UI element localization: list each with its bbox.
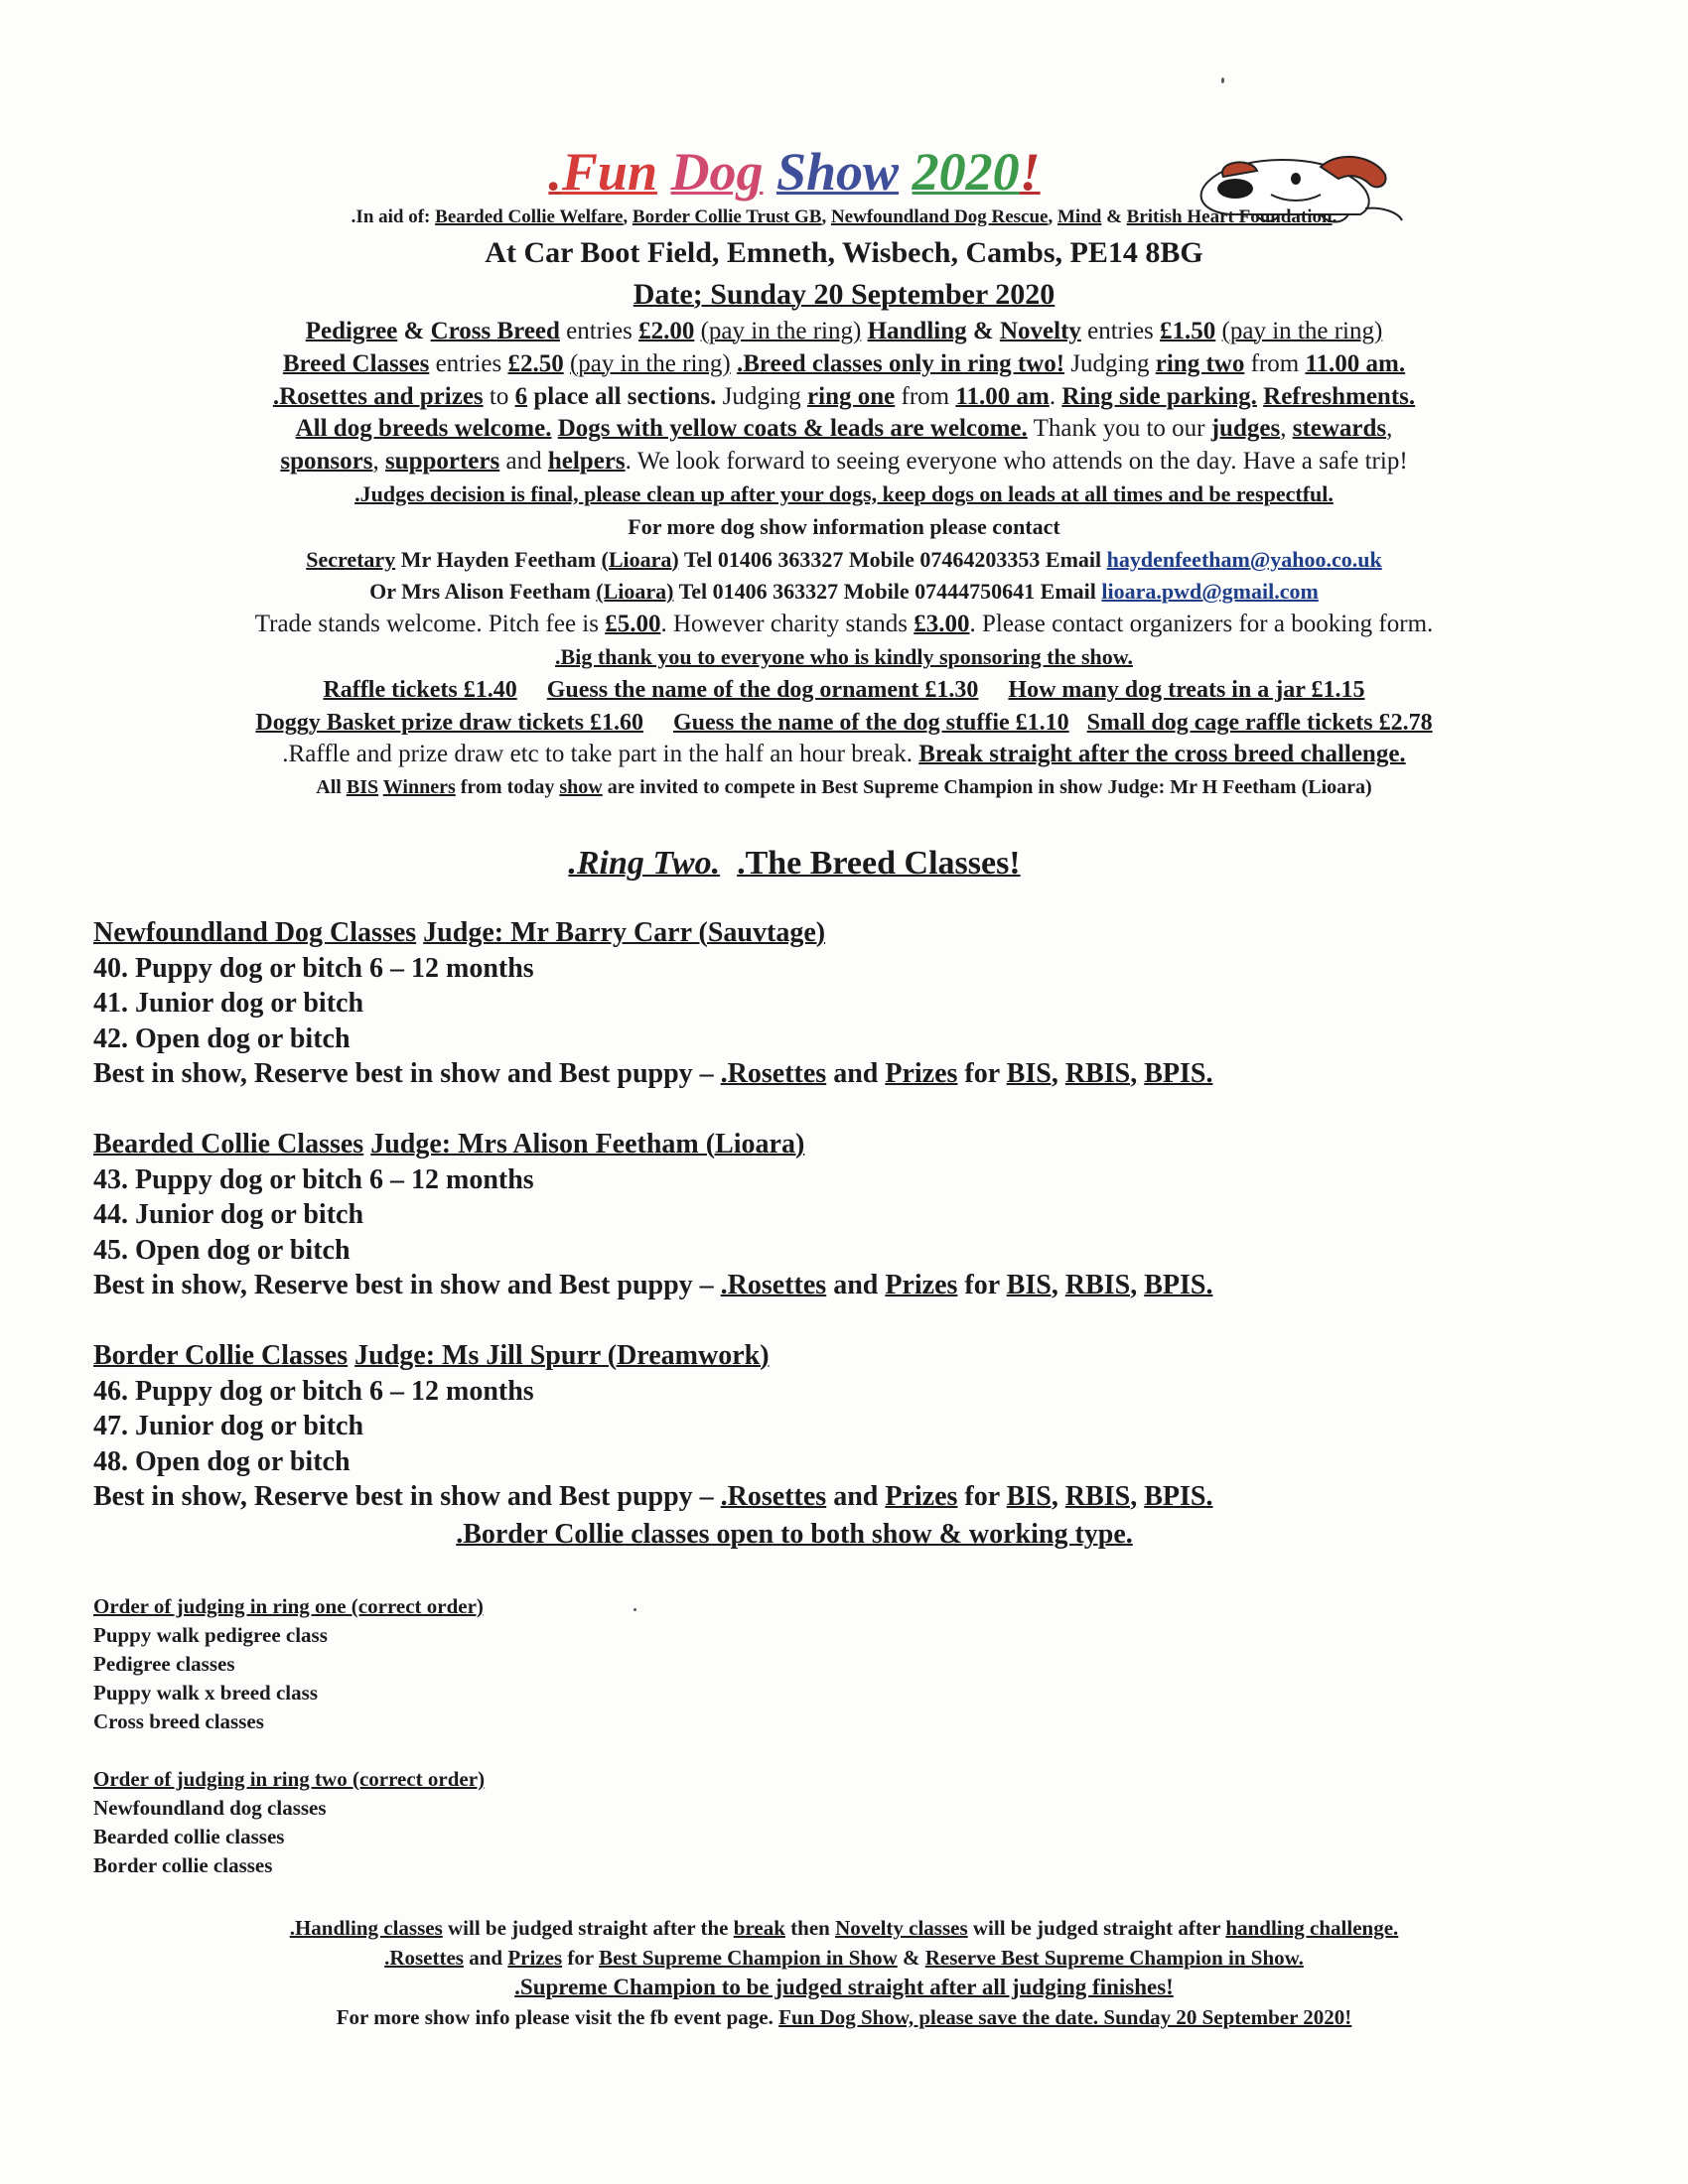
entries-word: entries [435,349,502,377]
break-text: .Raffle and prize draw etc to take part in the half an hour break. [282,741,913,768]
raffle-item: Doggy Basket prize draw tickets £1.60 [255,709,644,736]
rosettes-prizes: .Rosettes and prizes [272,382,484,410]
breed-classes-label: Breed Classes [282,349,430,377]
secretary-label: Secretary [306,546,396,572]
judging-word: Judging [1070,349,1150,377]
in-aid-line: .In aid of: Bearded Collie Welfare, Border Collie Trust GB, Newfoundland Dog Rescue, Mind & British Heart Foundation. [351,206,1337,227]
break-line [89,739,1599,771]
best-supreme-champion: Best Supreme Champion in Show [599,1946,898,1970]
order-title-text: Order of judging in ring one (correct order) [93,1594,484,1618]
class-item: 47. Junior dog or bitch [93,1411,364,1441]
email-label: Email [1045,546,1102,572]
parking-note: Ring side parking. [1061,382,1257,410]
ring-two-heading [0,842,1589,886]
look-forward-text: We look forward to seeing everyone who attends on the day. Have a safe trip! [636,448,1408,476]
bis-word: BIS, [1006,1058,1058,1089]
prizes-word: Prizes [885,1270,958,1300]
amp: & [972,318,994,344]
order-title [93,1592,484,1621]
pay-in-ring: (pay in the ring) [1221,318,1383,344]
all-word: All [316,776,342,799]
best-text: Best in show, Reserve best in show and Best puppy – [93,1270,714,1300]
bis-word: BIS [346,776,379,799]
best-text: Best in show, Reserve best in show and Best puppy – [93,1481,714,1512]
best-text: Best in show, Reserve best in show and Best puppy – [93,1058,714,1089]
rosettes-word: .Rosettes [384,1946,464,1970]
thank-you-text: Thank you to our [1033,415,1205,443]
raffle-line-1 [89,674,1599,707]
border-collie-note [0,1517,1589,1553]
bis-word: BIS, [1006,1270,1058,1300]
title-dot: . [548,142,562,202]
and-word: and [505,448,542,476]
trade-text: . Please contact organizers for a booking form. [969,611,1434,638]
sponsor-thanks-line [89,641,1599,674]
prizes-word: Prizes [507,1946,563,1970]
title-show: Show [775,142,900,202]
raffle-item: Small dog cage raffle tickets £2.78 [1086,709,1433,736]
telephone: Tel 01406 363327 [683,546,844,572]
secretary-name: Mr Hayden Feetham [400,546,597,572]
aid-org: Mind [1056,206,1102,227]
handling-classes: .Handling classes [289,1916,443,1940]
ring-one-label: ring one [807,382,896,410]
handling-label: Handling [867,318,967,344]
raffle-item: How many dog treats in a jar £1.15 [1008,676,1365,703]
class-item: 48. Open dog or bitch [93,1445,351,1477]
break-word: break [733,1916,785,1940]
and-word: and [833,1270,879,1300]
order-item: Puppy walk x breed class [93,1681,318,1705]
trade-text: Trade stands welcome. Pitch fee is [254,611,599,638]
supporters-word: supporters [384,448,500,476]
prizes-word: Prizes [885,1481,958,1512]
rosettes-word: .Rosettes [720,1058,827,1089]
entries-line-3: .Rosettes and prizes to 6 place all sections. Judging ring one from 11.00 am. Ring side parking. Refreshments. [272,382,1416,410]
and-word: and [469,1946,503,1970]
save-the-date: Fun Dog Show, please save the date. Sunday 20 September 2020! [778,2005,1352,2029]
entries-word: entries [1087,318,1154,344]
footer-text: will be judged straight after [972,1916,1221,1940]
telephone: Tel 01406 363327 [678,579,839,605]
entries-line-2 [89,348,1599,381]
raffle-line-2 [89,707,1599,740]
then-word: then [790,1916,830,1940]
scan-speck [1221,77,1224,83]
sponsors-word: sponsors [280,448,373,476]
best-line [93,1268,1212,1303]
rules-line [89,478,1599,511]
novelty-classes: Novelty classes [835,1916,968,1940]
info-block [89,316,1599,804]
for-word: for [567,1946,594,1970]
trade-text: . However charity stands [660,611,909,638]
all-breeds-note: All dog breeds welcome. [295,415,552,443]
for-word: for [964,1058,1000,1089]
bis-word: BIS, [1006,1481,1058,1512]
cross-breed-label: Cross Breed [430,318,560,344]
bpis-word: BPIS. [1144,1058,1213,1089]
title-exclamation: ! [1019,142,1041,202]
handling-challenge: handling challenge. [1225,1916,1399,1940]
pedigree-fee: £2.00 [638,318,695,344]
class-item: 43. Puppy dog or bitch 6 – 12 months [93,1163,534,1195]
break-after: Break straight after the cross breed challenge. [918,741,1406,768]
judges-word: judges [1210,415,1281,443]
place-count: 6 [514,382,528,410]
email-link[interactable]: haydenfeetham@yahoo.co.uk [1106,546,1382,572]
rbis-word: RBIS, [1064,1270,1138,1300]
pitch-fee: £5.00 [605,611,661,638]
order-item: Puppy walk pedigree class [93,1623,328,1647]
bpis-word: BPIS. [1144,1270,1213,1300]
prizes-word: Prizes [885,1058,958,1089]
aid-org: British Heart Foundation [1126,206,1333,227]
handling-fee: £1.50 [1160,318,1216,344]
email-link[interactable]: lioara.pwd@gmail.com [1101,579,1319,605]
bearded-collie-section [93,1127,1212,1303]
from-today: from today [460,776,555,799]
judging-word: Judging [722,382,801,410]
section-title [93,915,1212,951]
footer-text: will be judged straight after the [448,1916,729,1940]
supreme-champion-note: .Supreme Champion to be judged straight after all judging finishes! [514,1975,1174,1999]
venue-line: At Car Boot Field, Emneth, Wisbech, Cambs, PE14 8BG [485,236,1203,269]
class-item: 46. Puppy dog or bitch 6 – 12 months [93,1375,534,1407]
place-all-sections: place all sections. [533,382,717,410]
class-item: 40. Puppy dog or bitch 6 – 12 months [93,952,534,984]
and-word: and [833,1481,879,1512]
breed-classes-title: .The Breed Classes! [737,845,1021,882]
entries-word: entries [566,318,633,344]
amp: & [403,318,425,344]
rbis-word: RBIS, [1064,1481,1138,1512]
footer-line-3 [89,1973,1599,2002]
ring-two-label: ring two [1155,349,1245,377]
footer-notes [89,1913,1599,2032]
entries-line-4: All dog breeds welcome. Dogs with yellow coats & leads are welcome. Thank you to our judges, stewards, [295,415,1393,443]
class-item: 42. Open dog or bitch [93,1023,351,1054]
to-word: to [489,382,509,410]
show-date: Date; Sunday 20 September 2020 [633,278,1055,311]
sponsor-thanks: .Big thank you to everyone who is kindly sponsoring the show. [555,643,1133,669]
for-word: for [964,1481,1000,1512]
show-word: show [559,776,603,799]
aid-org: Newfoundland Dog Rescue [830,206,1049,227]
judge-name: Judge: Ms Jill Spurr (Dreamwork) [354,1340,770,1371]
pay-in-ring: (pay in the ring) [569,349,731,377]
ring-one-time: 11.00 am [955,382,1050,410]
judge-name: Judge: Mrs Alison Feetham (Lioara) [370,1129,805,1160]
order-item: Pedigree classes [93,1652,235,1676]
best-line [93,1056,1212,1092]
class-item: 41. Junior dog or bitch [93,988,364,1019]
aid-prefix: .In aid of: [351,206,436,227]
order-title-text: Order of judging in ring two (correct order) [93,1767,486,1791]
breed-name: Bearded Collie Classes [93,1129,364,1160]
entries-line-1 [89,316,1599,348]
order-title [93,1765,485,1794]
for-word: for [964,1270,1000,1300]
novelty-label: Novelty [999,318,1081,344]
aid-org: Bearded Collie Welfare [435,206,624,227]
newfoundland-section [93,915,1212,1092]
amp: & [903,1946,920,1970]
reserve-best-supreme-champion: Reserve Best Supreme Champion in Show. [924,1946,1304,1970]
breed-name: Newfoundland Dog Classes [93,917,417,948]
section-title [93,1127,1212,1162]
rules-text: .Judges decision is final, please clean up after your dogs, keep dogs on leads at all times and be respectful. [354,480,1334,506]
charity-fee: £3.00 [914,611,970,638]
and-word: and [833,1058,879,1089]
refreshments-note: Refreshments. [1263,382,1416,410]
judge-name: Judge: Mr Barry Carr (Sauvtage) [423,917,826,948]
kennel-name: (Lioara) [601,546,679,572]
breed-fee: £2.50 [507,349,564,377]
border-collie-section [93,1338,1212,1515]
footer-line-1 [89,1913,1599,1943]
title-year: 2020 [912,142,1020,202]
scan-speck [633,1608,636,1611]
order-item: Border collie classes [93,1853,273,1877]
winners-line [89,771,1599,804]
winners-word: Winners [382,776,456,799]
from-word: from [901,382,950,410]
footer-text: For more show info please visit the fb event page. [336,2005,774,2029]
secretary-line [89,544,1599,577]
yellow-coats-note: Dogs with yellow coats & leads are welcome. [557,415,1028,443]
best-line [93,1479,1212,1515]
bpis-word: BPIS. [1144,1481,1213,1512]
rbis-word: RBIS, [1064,1058,1138,1089]
entries-line-5: sponsors, supporters and helpers. We look forward to seeing everyone who attends on the day. Have a safe trip! [280,448,1408,476]
raffle-item: Guess the name of the dog ornament £1.30 [546,676,979,703]
border-note-text: .Border Collie classes open to both show & working type. [456,1519,1133,1550]
email-label: Email [1040,579,1096,605]
class-item: 45. Open dog or bitch [93,1234,351,1266]
stewards-word: stewards [1292,415,1387,443]
class-item: 44. Junior dog or bitch [93,1199,364,1230]
order-item: Bearded collie classes [93,1825,285,1848]
title-dog: Dog [670,142,764,202]
order-ring-one [93,1592,484,1736]
ring-two-title: .Ring Two. [568,845,721,882]
alison-line [89,576,1599,609]
order-item: Newfoundland dog classes [93,1796,327,1820]
invited-text: are invited to compete in Best Supreme Champion in show Judge: Mr H Feetham (Lioara) [607,776,1372,799]
rosettes-word: .Rosettes [720,1481,827,1512]
raffle-item: Guess the name of the dog stuffie £1.10 [673,709,1069,736]
ring-two-time: 11.00 am. [1305,349,1406,377]
title-fun: Fun [561,142,657,202]
from-word: from [1250,349,1300,377]
order-ring-two [93,1765,485,1880]
pay-in-ring: (pay in the ring) [700,318,862,344]
rosettes-word: .Rosettes [720,1270,827,1300]
mobile-number: Mobile 07464203353 [848,546,1041,572]
helpers-word: helpers [547,448,626,476]
more-info-line: For more dog show information please contact [628,513,1060,539]
contact-name: Or Mrs Alison Feetham [369,579,591,605]
order-item: Cross breed classes [93,1709,264,1733]
pedigree-label: Pedigree [305,318,398,344]
footer-line-2 [89,1943,1599,1973]
kennel-name: (Lioara) [596,579,674,605]
aid-org: Border Collie Trust GB [632,206,822,227]
breed-ring-two-note: .Breed classes only in ring two! [736,349,1065,377]
raffle-item: Raffle tickets £1.40 [323,676,517,703]
date-line [89,276,1599,314]
trade-line [89,609,1599,641]
footer-line-4 [89,2002,1599,2032]
mobile-number: Mobile 07444750641 [843,579,1036,605]
section-title [93,1338,1212,1374]
breed-name: Border Collie Classes [93,1340,349,1371]
